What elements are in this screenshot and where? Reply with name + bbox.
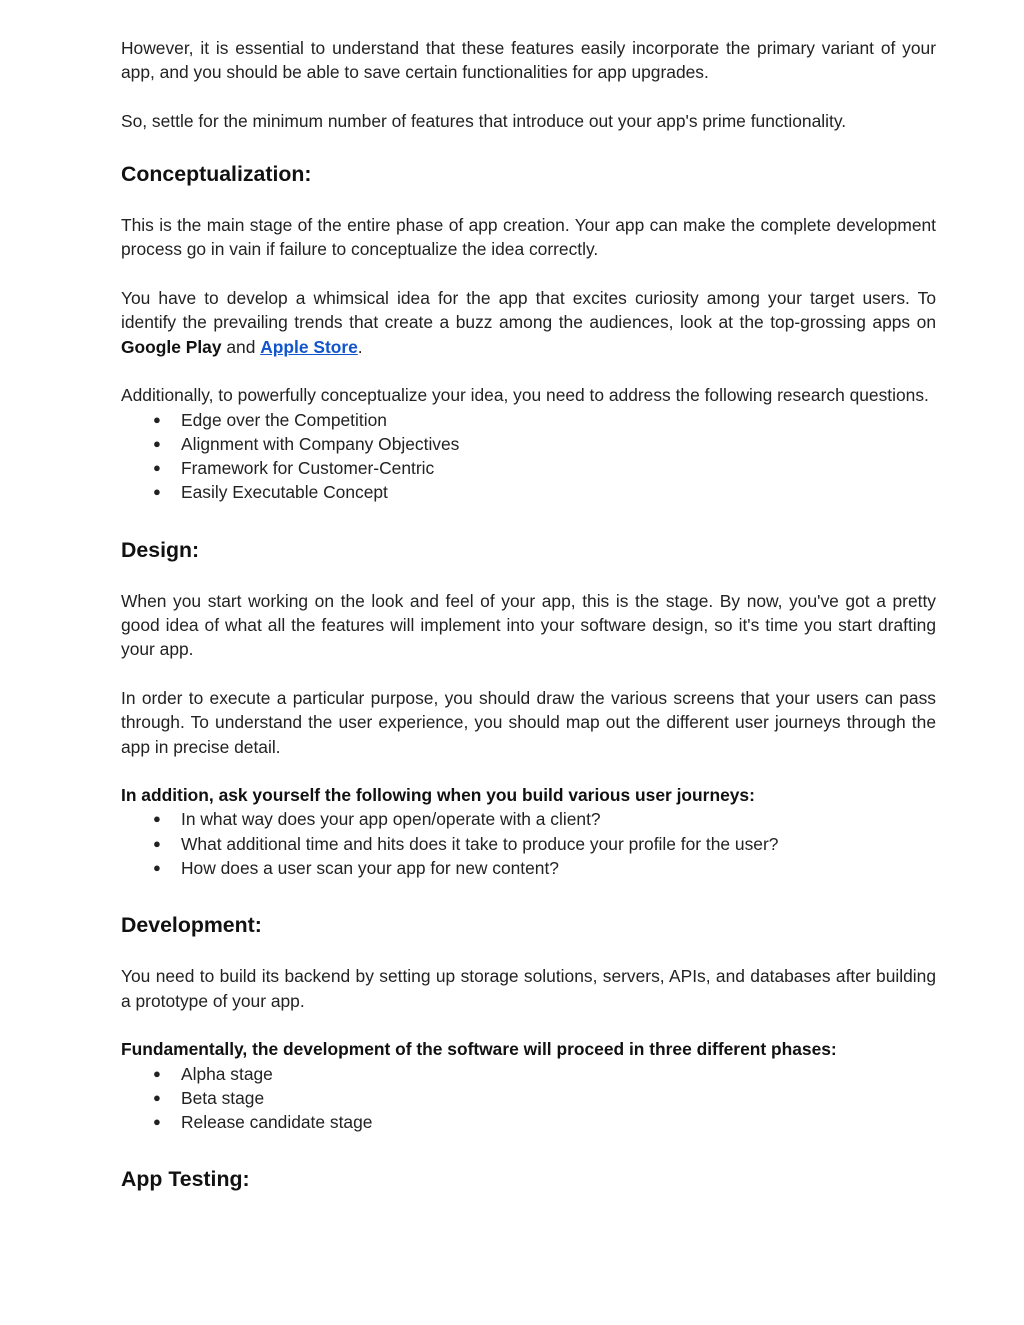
list-item-text: Beta stage (181, 1087, 265, 1108)
list-item-text: Release candidate stage (181, 1112, 373, 1133)
development-lead: Fundamentally, the development of the software will proceed in three different phases: (121, 1039, 837, 1060)
bullet-icon: ● (153, 411, 161, 427)
period-text: . (357, 336, 363, 357)
development-phases-list (121, 1062, 936, 1135)
list-item (121, 1086, 936, 1110)
list-item (121, 408, 936, 432)
list-item (121, 807, 936, 831)
bullet-icon: ● (153, 435, 161, 451)
conceptualization-paragraph-2 (121, 286, 936, 359)
list-item-text: Easily Executable Concept (181, 482, 388, 503)
bullet-icon: ● (153, 1114, 161, 1130)
list-item-text: Alpha stage (181, 1063, 273, 1084)
app-testing-heading: App Testing: (121, 1167, 250, 1192)
conceptualization-paragraph-3: Additionally, to powerfully conceptualize your idea, you need to address the following research questions. (121, 385, 929, 406)
design-paragraph-2: In order to execute a particular purpose, you should draw the various screens that your users can pass through. To understand the user experience, you should map out the different user journeys through the app in precise detail. (121, 687, 936, 757)
list-item-text: Framework for Customer-Centric (181, 458, 435, 479)
design-lead: In addition, ask yourself the following when you build various user journeys: (121, 785, 755, 806)
conceptualization-heading: Conceptualization: (121, 162, 312, 187)
list-item-text: How does a user scan your app for new content? (181, 858, 559, 879)
list-item-text: Edge over the Competition (181, 409, 387, 430)
list-item (121, 1062, 936, 1086)
design-paragraph-1: When you start working on the look and feel of your app, this is the stage. By now, you've got a pretty good idea of what all the features will implement into your software design, so it's time you start drafting your app. (121, 590, 936, 660)
apple-store-link[interactable]: Apple Store (260, 336, 358, 357)
bullet-icon: ● (153, 460, 161, 476)
document-page (121, 36, 936, 1194)
bullet-icon: ● (153, 1089, 161, 1105)
intro-paragraph-2: So, settle for the minimum number of features that introduce out your app's prime functionality. (121, 110, 847, 131)
conceptualization-paragraph-1: This is the main stage of the entire phase of app creation. Your app can make the complete development process go in vain if failure to conceptualize the idea correctly. (121, 215, 936, 260)
list-item (121, 456, 936, 480)
list-item (121, 832, 936, 856)
research-questions-list (121, 408, 936, 505)
development-paragraph-1: You need to build its backend by setting up storage solutions, servers, APIs, and databases after building a prototype of your app. (121, 966, 936, 1011)
list-item-text: What additional time and hits does it take to produce your profile for the user? (181, 833, 779, 854)
development-heading: Development: (121, 913, 262, 938)
list-item-text: Alignment with Company Objectives (181, 433, 460, 454)
google-play-text: Google Play (121, 336, 222, 357)
conceptualization-paragraph-2-text: You have to develop a whimsical idea for the app that excites curiosity among your target users. To identify the prevailing trends that create a buzz among the audiences, look at the top-grossing apps on (121, 288, 936, 333)
design-heading: Design: (121, 537, 200, 562)
bullet-icon: ● (153, 860, 161, 876)
list-item (121, 480, 936, 504)
list-item (121, 432, 936, 456)
bullet-icon: ● (153, 835, 161, 851)
list-item (121, 1110, 936, 1134)
list-item (121, 856, 936, 880)
bullet-icon: ● (153, 484, 161, 500)
user-journey-questions-list (121, 807, 936, 880)
intro-paragraph-1: However, it is essential to understand that these features easily incorporate the primary variant of your app, and you should be able to save certain functionalities for app upgrades. (121, 38, 936, 83)
list-item-text: In what way does your app open/operate with a client? (181, 809, 601, 830)
bullet-icon: ● (153, 1065, 161, 1081)
bullet-icon: ● (153, 811, 161, 827)
and-text: and (221, 336, 261, 357)
